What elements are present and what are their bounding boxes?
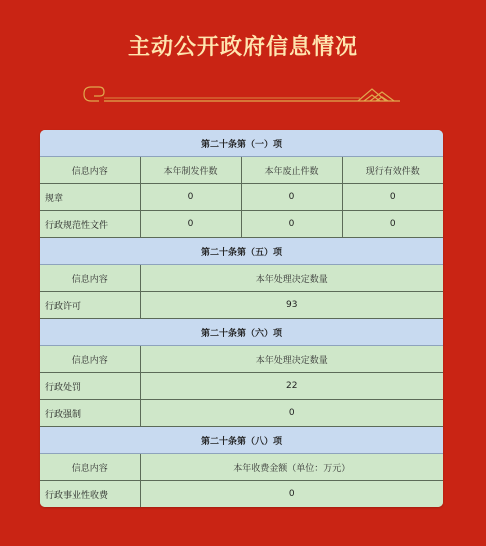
- row-label: 行政事业性收费: [40, 481, 140, 508]
- table-cell: 22: [140, 373, 443, 400]
- row-label: 行政强制: [40, 400, 140, 427]
- column-header: 信息内容: [40, 265, 140, 292]
- row-label: 行政规范性文件: [40, 211, 140, 238]
- table-cell: 0: [241, 211, 342, 238]
- row-label: 行政处罚: [40, 373, 140, 400]
- row-label: 行政许可: [40, 292, 140, 319]
- column-header: 本年处理决定数量: [140, 265, 443, 292]
- table-row: [40, 292, 443, 319]
- column-header: 本年收费金额（单位：万元）: [140, 454, 443, 481]
- row-label: 规章: [40, 184, 140, 211]
- table-row: [40, 481, 443, 508]
- disclosure-table-panel: [40, 130, 443, 507]
- column-header: 本年废止件数: [241, 157, 342, 184]
- table-cell: 0: [241, 184, 342, 211]
- column-header: 信息内容: [40, 346, 140, 373]
- title-ornament-icon: [80, 82, 405, 106]
- section-heading-1: 第二十条第（一）项: [40, 130, 443, 157]
- table-cell: 0: [342, 184, 443, 211]
- column-header: 信息内容: [40, 454, 140, 481]
- table-cell: 0: [140, 211, 241, 238]
- column-header: 本年处理决定数量: [140, 346, 443, 373]
- table-cell: 0: [140, 400, 443, 427]
- column-header: 现行有效件数: [342, 157, 443, 184]
- table-row: [40, 400, 443, 427]
- column-header: 本年制发件数: [140, 157, 241, 184]
- section-heading-5: 第二十条第（五）项: [40, 238, 443, 265]
- page-title: 主动公开政府信息情况: [127, 35, 358, 60]
- table-row: [40, 184, 443, 211]
- disclosure-table: [40, 130, 443, 507]
- table-cell: 0: [140, 481, 443, 508]
- table-row: [40, 373, 443, 400]
- table-cell: 93: [140, 292, 443, 319]
- section-heading-6: 第二十条第（六）项: [40, 319, 443, 346]
- section-heading-8: 第二十条第（八）项: [40, 427, 443, 454]
- table-cell: 0: [140, 184, 241, 211]
- table-cell: 0: [342, 211, 443, 238]
- column-header: 信息内容: [40, 157, 140, 184]
- table-row: [40, 211, 443, 238]
